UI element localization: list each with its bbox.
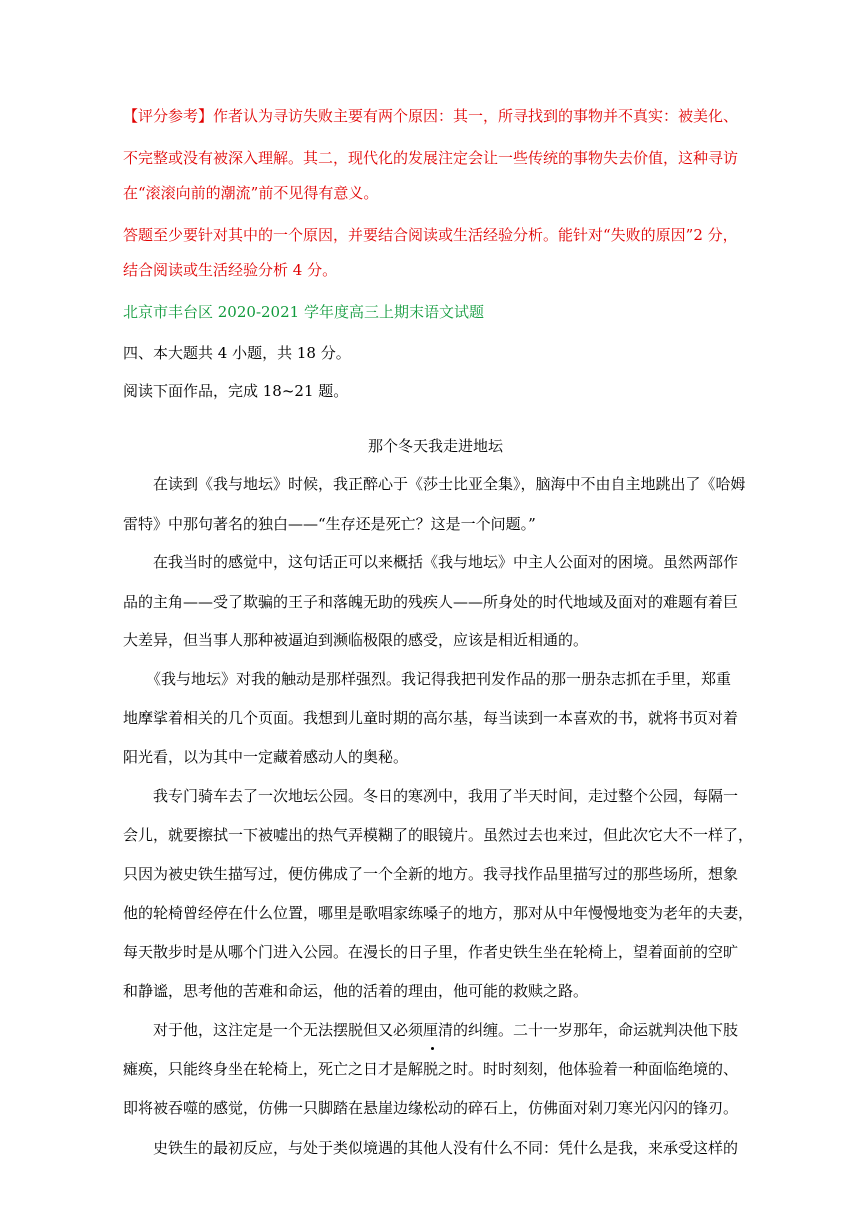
instruction: 阅读下面作品，完成 18~21 题。 (123, 382, 349, 400)
emphasis-dot (431, 1047, 434, 1050)
paragraph-line: 地摩挲着相关的几个页面。我想到儿童时期的高尔基，每当读到一本喜欢的书，就将书页对着 (123, 709, 739, 727)
paragraph-line: 对于他，这注定是一个无法摆脱但又必须厘清的纠缠。二十一岁那年，命运就判决他下肢 (153, 1021, 739, 1039)
paragraph-line: 我专门骑车去了一次地坛公园。冬日的寒冽中，我用了半天时间，走过整个公园，每隔一 (153, 787, 739, 805)
paragraph-line: 品的主角——受了欺骗的王子和落魄无助的残疾人——所身处的时代地域及面对的难题有着巨 (123, 593, 739, 611)
paragraph-line: 会儿，就要擦拭一下被嘘出的热气弄模糊了的眼镜片。虽然过去也来过，但此次它大不一样了， (123, 826, 754, 844)
paragraph-line: 《我与地坛》对我的触动是那样强烈。我记得我把刊发作品的那一册杂志抓在手里，郑重 (146, 670, 732, 688)
paragraph-line: 瘫痪，只能终身坐在轮椅上，死亡之日才是解脱之时。时时刻刻，他体验着一种面临绝境的、 (123, 1060, 739, 1078)
paragraph-line: 只因为被史铁生描写过，便仿佛成了一个全新的地方。我寻找作品里描写过的那些场所，想象 (123, 865, 739, 883)
paragraph-line: 大差异，但当事人那种被逼迫到濒临极限的感受，应该是相近相通的。 (123, 631, 589, 649)
paragraph-line: 雷特》中那句著名的独白——“生存还是死亡？这是一个问题。” (123, 515, 536, 533)
source-line: 北京市丰台区 2020-2021 学年度高三上期末语文试题 (123, 303, 484, 321)
paragraph-line: 他的轮椅曾经停在什么位置，哪里是歌唱家练嗓子的地方，那对从中年慢慢地变为老年的夫妻， (123, 904, 754, 922)
paragraph-line: 阳光看，以为其中一定藏着感动人的奥秘。 (123, 748, 409, 766)
answer-reference-line-3: 在“滚滚向前的潮流”前不见得有意义。 (123, 184, 379, 202)
section-heading: 四、本大题共 4 小题，共 18 分。 (123, 344, 351, 362)
paragraph-line: 在我当时的感觉中，这句话正可以来概括《我与地坛》中主人公面对的困境。虽然两部作 (153, 553, 739, 571)
answer-reference-line-4: 答题至少要针对其中的一个原因，并要结合阅读或生活经验分析。能针对“失败的原因”2 分， (123, 226, 738, 244)
paragraph-line: 和静谧，思考他的苦难和命运，他的活着的理由，他可能的救赎之路。 (123, 982, 589, 1000)
answer-reference-line-5: 结合阅读或生活经验分析 4 分。 (123, 261, 338, 279)
paragraph-line: 在读到《我与地坛》时候，我正醉心于《莎士比亚全集》，脑海中不由自主地跳出了《哈姆 (153, 475, 746, 493)
paragraph-line: 每天散步时是从哪个门进入公园。在漫长的日子里，作者史铁生坐在轮椅上，望着面前的空旷 (123, 943, 739, 961)
paragraph-line: 史铁生的最初反应，与处于类似境遇的其他人没有什么不同：凭什么是我，来承受这样的 (153, 1139, 739, 1157)
article-title: 那个冬天我走进地坛 (368, 437, 504, 455)
answer-reference-line-2: 不完整或没有被深入理解。其二，现代化的发展注定会让一些传统的事物失去价值，这种寻访 (123, 149, 739, 167)
answer-reference-line-1: 【评分参考】作者认为寻访失败主要有两个原因：其一，所寻找到的事物并不真实：被美化、 (123, 107, 739, 125)
paragraph-line: 即将被吞噬的感觉，仿佛一只脚踏在悬崖边缘松动的碎石上，仿佛面对剁刀寒光闪闪的锋刃。 (123, 1099, 739, 1117)
